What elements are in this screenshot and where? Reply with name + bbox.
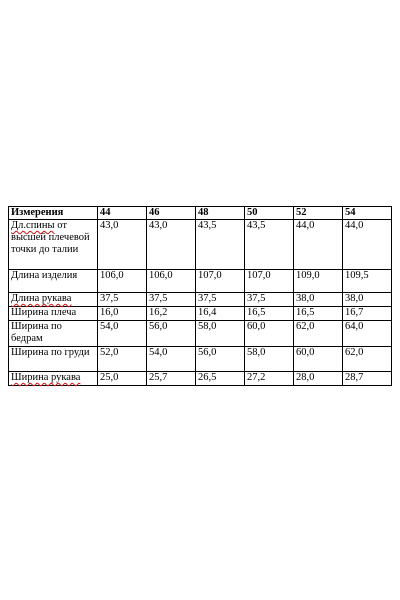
header-size-48: 48 bbox=[196, 207, 245, 220]
table-row-chest-width bbox=[9, 347, 392, 372]
table-cell: 25,7 bbox=[147, 372, 196, 386]
table-cell: 27,2 bbox=[245, 372, 294, 386]
label-part: от высшей плечевой точки до талии bbox=[11, 220, 90, 255]
table-cell: 60,0 bbox=[294, 347, 343, 372]
table-cell: 37,5 bbox=[245, 293, 294, 307]
row-label bbox=[9, 293, 98, 307]
table-cell: 28,7 bbox=[343, 372, 392, 386]
table-cell: 58,0 bbox=[245, 347, 294, 372]
table-cell: 26,5 bbox=[196, 372, 245, 386]
table-row-shoulder-width bbox=[9, 307, 392, 321]
table-cell: 16,7 bbox=[343, 307, 392, 321]
table-cell: 62,0 bbox=[343, 347, 392, 372]
label-part-misspelled: Длина рукава bbox=[11, 293, 72, 304]
table-cell: 43,5 bbox=[196, 220, 245, 270]
table-cell: 62,0 bbox=[294, 321, 343, 347]
table-cell: 44,0 bbox=[343, 220, 392, 270]
table-cell: 43,5 bbox=[245, 220, 294, 270]
table-cell: 16,5 bbox=[294, 307, 343, 321]
header-size-52: 52 bbox=[294, 207, 343, 220]
header-measurements: Измерения bbox=[9, 207, 98, 220]
table-cell: 52,0 bbox=[98, 347, 147, 372]
table-cell: 64,0 bbox=[343, 321, 392, 347]
table-cell: 38,0 bbox=[343, 293, 392, 307]
table-cell: 54,0 bbox=[98, 321, 147, 347]
table-cell: 56,0 bbox=[196, 347, 245, 372]
table-cell: 16,5 bbox=[245, 307, 294, 321]
table-cell: 38,0 bbox=[294, 293, 343, 307]
size-chart-table bbox=[8, 206, 392, 386]
row-label: Ширина по груди bbox=[9, 347, 98, 372]
header-size-44: 44 bbox=[98, 207, 147, 220]
table-cell: 37,5 bbox=[98, 293, 147, 307]
table-row-product-length bbox=[9, 270, 392, 293]
table-row-sleeve-width bbox=[9, 372, 392, 386]
table-cell: 60,0 bbox=[245, 321, 294, 347]
table-cell: 43,0 bbox=[147, 220, 196, 270]
header-row bbox=[9, 207, 392, 220]
table-cell: 37,5 bbox=[196, 293, 245, 307]
table-cell: 107,0 bbox=[245, 270, 294, 293]
header-size-50: 50 bbox=[245, 207, 294, 220]
table-cell: 43,0 bbox=[98, 220, 147, 270]
row-label: Длина изделия bbox=[9, 270, 98, 293]
label-part-misspelled: Ширина рукава bbox=[11, 372, 81, 383]
table-cell: 56,0 bbox=[147, 321, 196, 347]
table-cell: 16,4 bbox=[196, 307, 245, 321]
row-label: Ширина по бедрам bbox=[9, 321, 98, 347]
row-label bbox=[9, 220, 98, 270]
table-cell: 37,5 bbox=[147, 293, 196, 307]
table-cell: 25,0 bbox=[98, 372, 147, 386]
table-row-sleeve-length bbox=[9, 293, 392, 307]
table-row-back-length bbox=[9, 220, 392, 270]
table-cell: 58,0 bbox=[196, 321, 245, 347]
table-cell: 16,2 bbox=[147, 307, 196, 321]
row-label bbox=[9, 372, 98, 386]
table-cell: 44,0 bbox=[294, 220, 343, 270]
table-cell: 109,5 bbox=[343, 270, 392, 293]
table-row-hip-width bbox=[9, 321, 392, 347]
table-cell: 107,0 bbox=[196, 270, 245, 293]
header-size-46: 46 bbox=[147, 207, 196, 220]
header-size-54: 54 bbox=[343, 207, 392, 220]
table-cell: 106,0 bbox=[98, 270, 147, 293]
table-cell: 28,0 bbox=[294, 372, 343, 386]
row-label: Ширина плеча bbox=[9, 307, 98, 321]
table-cell: 16,0 bbox=[98, 307, 147, 321]
table-cell: 106,0 bbox=[147, 270, 196, 293]
label-part-misspelled: Дл.спины bbox=[11, 220, 55, 231]
table-cell: 54,0 bbox=[147, 347, 196, 372]
table-cell: 109,0 bbox=[294, 270, 343, 293]
